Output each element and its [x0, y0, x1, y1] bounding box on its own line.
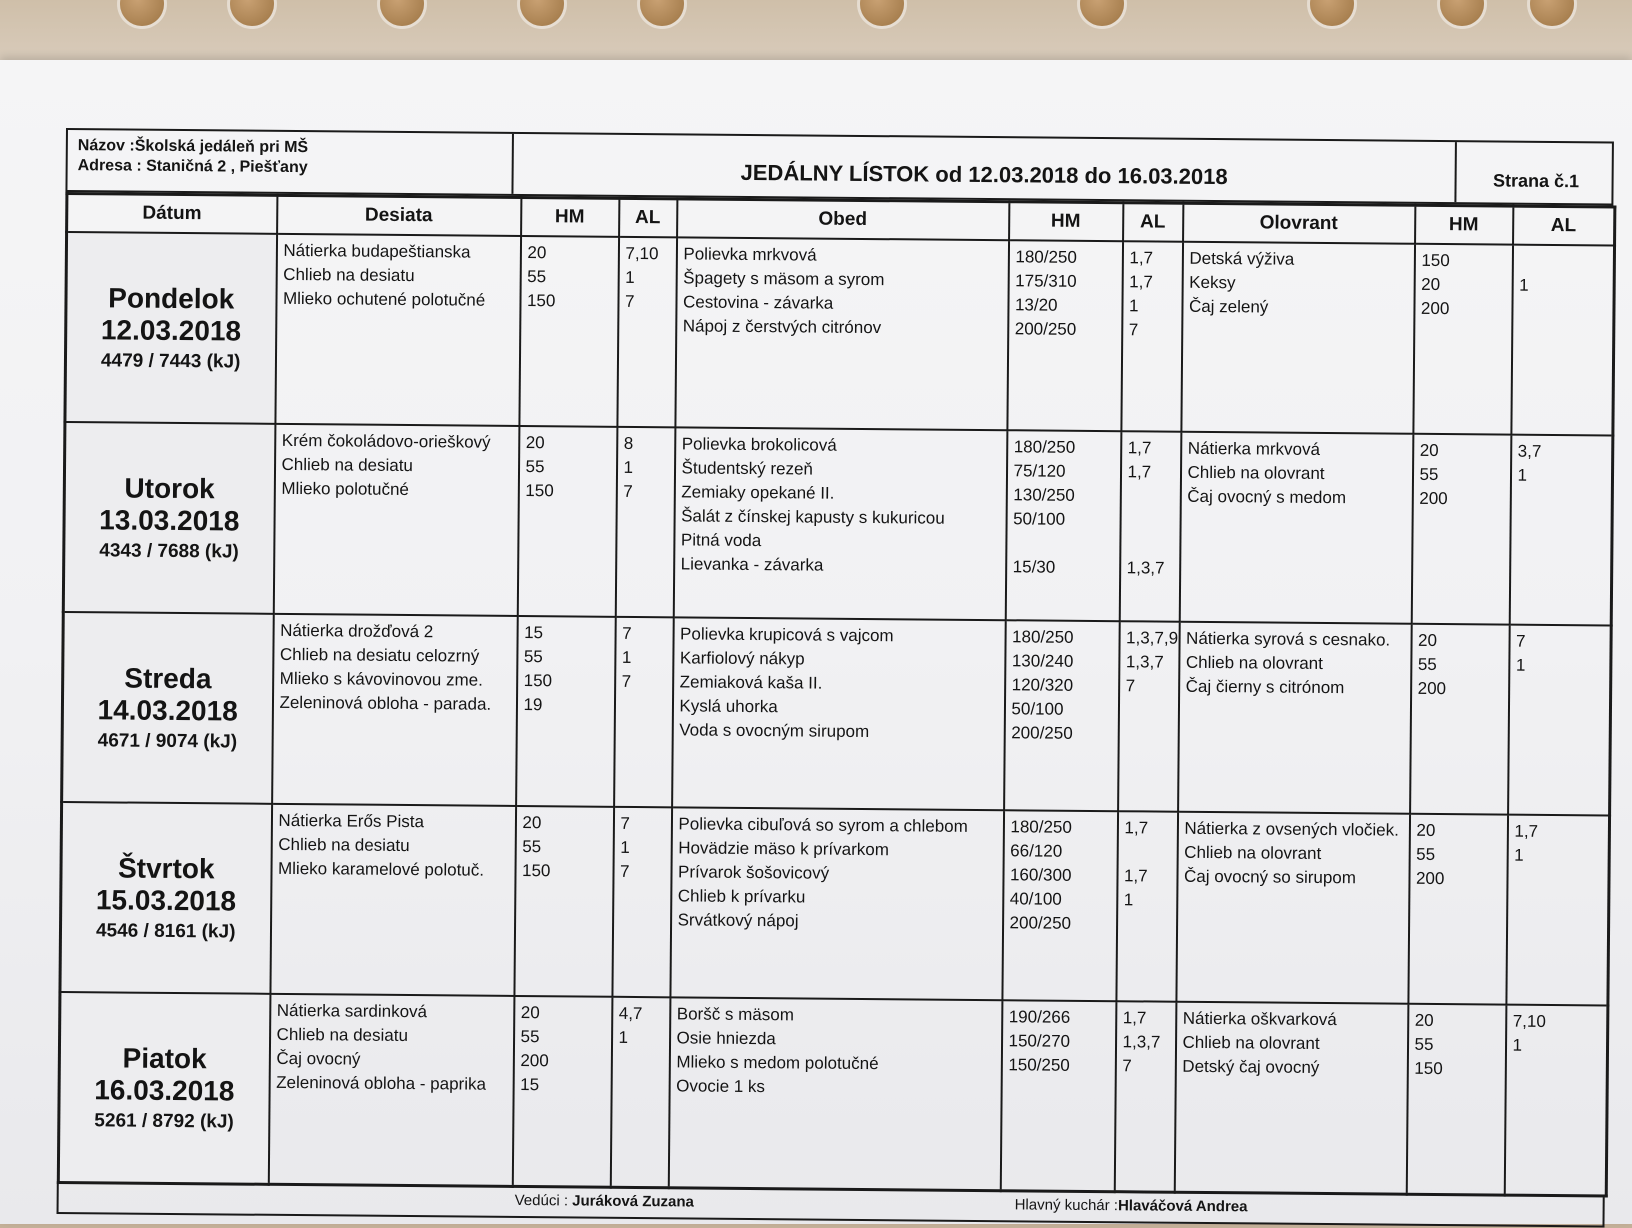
weight-value	[1008, 1077, 1108, 1102]
weight-value: 19	[523, 695, 543, 715]
allergen-value: 1,3,7	[1122, 1032, 1161, 1052]
obed-meal-items	[670, 807, 1004, 1000]
allergen-value: 1,7	[1122, 1008, 1147, 1028]
allergen-value: 1	[1517, 465, 1528, 485]
allergen-value	[1127, 532, 1173, 556]
weight-value: 20	[525, 433, 545, 453]
weight-value: 130/250	[1013, 485, 1075, 505]
weight-value: 200	[520, 1051, 549, 1071]
menu-item: Ovocie 1 ks	[676, 1076, 766, 1097]
desiata-meal-items	[275, 234, 521, 426]
menu-item: Nátierka z ovsených vločiek.	[1184, 818, 1399, 840]
obed-allergen-values	[1116, 811, 1178, 1002]
menu-item: Polievka krupicová s vajcom	[680, 624, 894, 646]
menu-item: Čaj zelený	[1188, 296, 1269, 317]
footer-head-cook: Hlavný kuchár :Hlaváčová Andrea	[1014, 1196, 1248, 1216]
desiata-weight-values	[519, 236, 619, 427]
olovrant-meal-items	[1181, 242, 1415, 434]
allergen-value	[1125, 698, 1171, 722]
obed-weight-values	[1000, 1000, 1116, 1191]
day-cell	[62, 612, 274, 804]
weight-value: 150/270	[1008, 1031, 1071, 1051]
menu-item: Boršč s mäsom	[676, 1004, 795, 1025]
weight-value: 190/266	[1008, 1007, 1071, 1027]
desiata-meal-items	[273, 424, 519, 616]
weight-value: 20	[1419, 440, 1439, 460]
day-energy: 4479 / 7443 (kJ)	[100, 350, 241, 373]
obed-allergen-values	[1119, 431, 1181, 622]
organization-name: Názov :Školská jedáleň pri MŠ	[77, 137, 309, 157]
weight-value: 200	[1417, 678, 1447, 699]
menu-item: Mlieko polotučné	[281, 478, 410, 500]
day-name: Piatok	[122, 1042, 207, 1075]
allergen-value	[1123, 912, 1169, 936]
allergen-value	[1127, 484, 1173, 508]
allergen-value: 7	[1515, 631, 1526, 651]
allergen-value: 1,3,7	[1126, 558, 1165, 578]
menu-item: Čaj ovocný s medom	[1187, 486, 1347, 508]
allergen-value: 7	[1128, 320, 1139, 340]
obed-allergen-values	[1121, 241, 1183, 432]
menu-item: Nátierka oškvarková	[1182, 1008, 1337, 1030]
allergen-value: 1,7	[1123, 866, 1148, 886]
menu-item: Chlieb na olovrant	[1184, 842, 1322, 863]
menu-item: Nátierka drožďová 2	[280, 620, 434, 642]
allergen-value: 1	[621, 647, 632, 667]
weight-value: 55	[522, 837, 542, 857]
day-name: Pondelok	[108, 282, 235, 315]
allergen-value	[1124, 840, 1170, 864]
allergen-value: 1	[1519, 275, 1529, 295]
allergen-value	[1125, 722, 1171, 746]
punch-hole	[380, 0, 424, 26]
menu-item: Kyslá uhorka	[679, 696, 778, 717]
menu-item: Nátierka syrová s cesnako.	[1186, 628, 1391, 650]
day-date: 12.03.2018	[100, 314, 242, 347]
menu-item: Detská výživa	[1189, 248, 1295, 269]
olovrant-meal-items	[1179, 432, 1413, 624]
weight-value: 20	[1414, 1010, 1434, 1030]
day-cell	[60, 802, 272, 994]
menu-item: Voda s ovocným sirupom	[679, 720, 870, 742]
menu-item: Polievka cibuľová so syrom a chlebom	[678, 814, 968, 836]
weight-value: 15	[520, 1075, 540, 1095]
weight-value: 180/250	[1010, 817, 1072, 837]
menu-item: Mlieko karamelové polotuč.	[277, 858, 485, 880]
day-cell	[63, 422, 275, 614]
olovrant-allergen-values	[1504, 1005, 1608, 1196]
menu-item: Polievka mrkvová	[683, 244, 817, 265]
menu-body	[58, 232, 1614, 1196]
weight-value: 180/250	[1015, 247, 1077, 267]
document-title: JEDÁLNY LÍSTOK od 12.03.2018 do 16.03.2018	[513, 134, 1456, 202]
obed-weight-values	[1005, 430, 1121, 621]
weight-value: 20	[1421, 274, 1441, 294]
allergen-value	[1517, 488, 1605, 513]
punch-hole	[230, 0, 274, 26]
punch-hole	[1440, 0, 1484, 26]
weight-value: 200/250	[1011, 723, 1073, 743]
weight-value: 20	[520, 1003, 540, 1023]
olovrant-weight-values	[1408, 814, 1508, 1005]
weight-value: 20	[522, 813, 542, 833]
olovrant-allergen-values	[1509, 435, 1613, 626]
menu-item: Srvátkový nápoj	[677, 910, 799, 931]
weight-value: 20	[1416, 820, 1436, 840]
allergen-value: 4,7	[618, 1003, 643, 1024]
allergen-value: 1	[623, 457, 634, 477]
weight-value: 200/250	[1009, 913, 1072, 933]
day-cell	[58, 992, 270, 1184]
menu-item: Cestovina - závarka	[682, 292, 834, 313]
punch-hole	[520, 0, 564, 26]
allergen-value: 7,10	[1512, 1011, 1546, 1031]
menu-item: Chlieb na desiatu	[278, 834, 410, 856]
desiata-weight-values	[514, 806, 614, 997]
weight-value: 200	[1420, 298, 1450, 319]
menu-item: Nátierka mrkvová	[1187, 438, 1321, 459]
allergen-value: 1,7	[1129, 248, 1154, 268]
weight-value: 120/320	[1011, 675, 1074, 695]
allergen-value: 7	[623, 481, 633, 501]
weight-value: 150	[523, 671, 553, 691]
desiata-allergen-values	[614, 617, 674, 807]
allergen-value	[618, 1074, 662, 1098]
allergen-value: 1	[618, 1027, 629, 1047]
obed-allergen-values	[1114, 1001, 1176, 1192]
footer-blank	[59, 1184, 505, 1216]
menu-document	[57, 128, 1614, 1227]
allergen-value: 8	[623, 433, 634, 453]
allergen-value	[1122, 1078, 1168, 1102]
weight-value: 150/250	[1008, 1055, 1070, 1075]
weight-value	[1013, 531, 1113, 556]
menu-item: Krém čokoládovo-orieškový	[281, 430, 491, 452]
desiata-meal-items	[270, 804, 516, 996]
olovrant-weight-values	[1413, 244, 1513, 435]
weight-value: 175/310	[1015, 271, 1077, 291]
column-header-al: AL	[1513, 206, 1615, 245]
desiata-allergen-values	[615, 427, 675, 617]
menu-item: Hovädzie mäso k prívarkom	[678, 838, 890, 860]
punch-hole	[1080, 0, 1124, 26]
olovrant-weight-values	[1410, 624, 1510, 815]
allergen-value	[1519, 250, 1607, 275]
column-header-datum: Dátum	[67, 194, 277, 234]
menu-item: Zeleninová obloha - paprika	[276, 1072, 487, 1094]
allergen-value: 1,3,7	[1125, 652, 1164, 672]
menu-item: Chlieb na desiatu	[276, 1024, 409, 1046]
desiata-weight-values	[517, 426, 617, 617]
desiata-weight-values	[516, 616, 616, 807]
obed-weight-values	[1004, 620, 1120, 811]
weight-value: 55	[523, 647, 543, 667]
allergen-value: 1,3,7,9	[1126, 628, 1179, 648]
allergen-value: 7	[620, 813, 631, 833]
menu-item: Zemiaková kaša II.	[679, 672, 823, 693]
paper-sheet	[0, 60, 1632, 1224]
menu-item: Chlieb na olovrant	[1187, 462, 1325, 483]
allergen-value	[1514, 868, 1602, 893]
weight-value: 50/100	[1013, 509, 1066, 529]
allergen-value: 7	[1125, 676, 1136, 696]
day-name: Streda	[124, 662, 212, 695]
allergen-value: 1	[620, 837, 630, 857]
day-energy: 4546 / 8161 (kJ)	[95, 920, 236, 943]
allergen-value: 1	[1514, 845, 1524, 865]
weight-value: 20	[1417, 630, 1438, 650]
weight-value: 200	[1419, 488, 1448, 509]
desiata-allergen-values	[612, 807, 672, 997]
obed-meal-items	[668, 997, 1002, 1190]
menu-item: Zeleninová obloha - parada.	[279, 692, 492, 714]
olovrant-allergen-values	[1508, 625, 1612, 816]
obed-meal-items	[672, 617, 1006, 810]
day-date: 14.03.2018	[97, 694, 238, 727]
weight-value: 15/30	[1012, 557, 1056, 577]
menu-item: Karfiolový nákyp	[679, 648, 805, 669]
menu-item: Čaj ovocný	[276, 1048, 361, 1069]
obed-weight-values	[1007, 240, 1123, 431]
menu-item: Detský čaj ovocný	[1182, 1056, 1320, 1077]
punch-hole	[1310, 0, 1354, 26]
day-row	[58, 992, 1608, 1196]
allergen-value: 7,10	[625, 243, 659, 264]
menu-item: Prívarok šošovicový	[677, 862, 830, 883]
menu-item: Osie hniezda	[676, 1028, 776, 1049]
allergen-value: 7	[624, 291, 635, 311]
menu-item: Chlieb na olovrant	[1182, 1032, 1320, 1053]
allergen-value	[1516, 678, 1604, 703]
allergen-value: 7	[622, 623, 632, 643]
weight-value: 55	[520, 1027, 540, 1047]
weight-value: 150	[526, 291, 556, 311]
desiata-meal-items	[268, 994, 514, 1187]
weight-value: 160/300	[1009, 865, 1072, 885]
weight-value: 55	[1414, 1034, 1434, 1054]
olovrant-weight-values	[1406, 1004, 1506, 1195]
day-energy: 4671 / 9074 (kJ)	[97, 730, 238, 753]
day-cell	[65, 232, 277, 424]
allergen-value: 1	[625, 267, 635, 287]
day-date: 16.03.2018	[94, 1074, 235, 1107]
menu-item: Čaj čierny s citrónom	[1185, 676, 1345, 698]
olovrant-allergen-values	[1511, 245, 1615, 436]
day-energy: 4343 / 7688 (kJ)	[99, 540, 239, 563]
olovrant-meal-items	[1174, 1002, 1408, 1195]
weight-value: 13/20	[1014, 295, 1058, 315]
allergen-value: 1,7	[1127, 438, 1152, 458]
punch-hole	[860, 0, 904, 26]
allergen-value: 1	[1512, 1035, 1523, 1055]
day-row	[60, 802, 1610, 1006]
menu-item: Nátierka budapeštianska	[283, 240, 471, 262]
allergen-value: 7	[1122, 1056, 1132, 1076]
allergen-value	[1127, 508, 1173, 532]
weight-value: 180/250	[1012, 627, 1074, 647]
day-row	[63, 422, 1613, 626]
allergen-value	[618, 1050, 662, 1074]
obed-allergen-values	[1118, 621, 1180, 812]
day-row	[65, 232, 1615, 436]
weight-value: 150	[1414, 1058, 1443, 1079]
menu-item: Chlieb k prívarku	[677, 886, 806, 907]
allergen-value	[1512, 1058, 1600, 1083]
weight-value: 180/250	[1013, 437, 1076, 457]
menu-item: Mlieko s medom polotučné	[676, 1052, 879, 1074]
menu-item: Lievanka - závarka	[680, 554, 824, 575]
weight-value: 130/240	[1011, 651, 1074, 671]
olovrant-allergen-values	[1506, 815, 1610, 1006]
weight-value: 150	[521, 861, 551, 881]
punch-hole	[1530, 0, 1574, 26]
menu-item: Chlieb na desiatu	[283, 264, 415, 286]
obed-meal-items	[673, 427, 1007, 620]
allergen-value: 1,7	[1514, 821, 1539, 841]
day-date: 15.03.2018	[95, 884, 237, 917]
menu-item: Čaj ovocný so sirupom	[1183, 866, 1357, 888]
weight-value: 50/100	[1011, 699, 1064, 719]
day-name: Štvrtok	[117, 852, 215, 885]
page-number: Strana č.1	[1492, 169, 1580, 191]
column-header-olovrant: Olovrant	[1183, 203, 1415, 244]
weight-value: 20	[527, 243, 547, 263]
desiata-meal-items	[272, 614, 518, 806]
menu-item: Zemiaky opekané II.	[681, 482, 835, 503]
allergen-value: 7	[621, 671, 632, 691]
allergen-value: 1	[1515, 655, 1526, 675]
day-date: 13.03.2018	[99, 504, 240, 537]
weight-value: 66/120	[1010, 841, 1063, 861]
weight-value: 55	[527, 267, 547, 287]
weight-value: 55	[1417, 654, 1437, 674]
desiata-weight-values	[512, 996, 612, 1187]
menu-item: Chlieb na olovrant	[1185, 652, 1323, 673]
allergen-value	[621, 694, 665, 718]
column-header-al: AL	[619, 198, 677, 237]
desiata-allergen-values	[610, 997, 670, 1188]
allergen-value: 1	[1123, 890, 1134, 910]
allergen-value: 3,7	[1517, 441, 1542, 461]
column-header-hm: HM	[521, 197, 619, 236]
organization-address: Adresa : Staničná 2 , Piešťany	[77, 157, 308, 177]
menu-item: Chlieb na desiatu celozrný	[279, 644, 480, 666]
organization-info	[67, 130, 514, 194]
menu-item: Nátierka sardinková	[276, 1000, 428, 1022]
menu-item: Mlieko ochutené polotučné	[282, 288, 486, 310]
menu-item: Nápoj z čerstvých citrónov	[682, 316, 882, 338]
weight-value: 150	[525, 481, 554, 501]
menu-item: Špagety s mäsom a syrom	[683, 268, 885, 290]
weight-value: 75/120	[1013, 461, 1066, 481]
allergen-value: 1,7	[1129, 272, 1153, 292]
obed-meal-items	[675, 237, 1009, 430]
weight-value: 55	[1419, 464, 1439, 484]
allergen-value: 7	[619, 861, 630, 881]
allergen-value: 1,7	[1124, 818, 1149, 838]
obed-weight-values	[1002, 810, 1118, 1001]
menu-item: Keksy	[1189, 272, 1236, 293]
menu-item: Chlieb na desiatu	[281, 454, 414, 476]
menu-item: Nátierka Erős Pista	[278, 810, 425, 832]
menu-item: Študentský rezeň	[681, 458, 813, 479]
olovrant-meal-items	[1178, 622, 1412, 814]
olovrant-weight-values	[1411, 434, 1511, 625]
allergen-value	[1519, 298, 1607, 323]
weight-value: 150	[1421, 250, 1450, 271]
weight-value: 200/250	[1014, 319, 1077, 339]
day-energy: 5261 / 8792 (kJ)	[94, 1110, 234, 1133]
allergen-value: 1,7	[1127, 462, 1152, 482]
olovrant-meal-items	[1176, 812, 1410, 1004]
punch-hole	[640, 0, 684, 26]
column-header-obed: Obed	[677, 199, 1009, 240]
punch-hole	[120, 0, 164, 26]
weight-value: 15	[524, 623, 544, 643]
column-header-desiata: Desiata	[277, 195, 521, 236]
column-header-hm: HM	[1415, 205, 1513, 244]
day-name: Utorok	[124, 472, 215, 505]
weight-value: 200	[1415, 868, 1445, 889]
menu-item: Polievka brokolicová	[681, 434, 837, 455]
weight-value: 55	[1416, 844, 1436, 864]
day-row	[62, 612, 1612, 816]
column-header-al: AL	[1123, 203, 1183, 242]
menu-item: Mlieko s kávovinovou zme.	[279, 668, 483, 690]
menu-item: Šalát z čínskej kapusty s kukuricou	[681, 506, 945, 528]
footer-manager: Vedúci : Juráková Zuzana	[514, 1191, 694, 1211]
weight-value: 55	[525, 457, 545, 477]
weight-value: 40/100	[1009, 889, 1062, 909]
desiata-allergen-values	[617, 237, 677, 427]
column-header-hm: HM	[1009, 202, 1123, 241]
allergen-value: 1	[1128, 296, 1139, 316]
menu-table	[57, 192, 1617, 1197]
menu-item: Pitná voda	[680, 530, 762, 551]
